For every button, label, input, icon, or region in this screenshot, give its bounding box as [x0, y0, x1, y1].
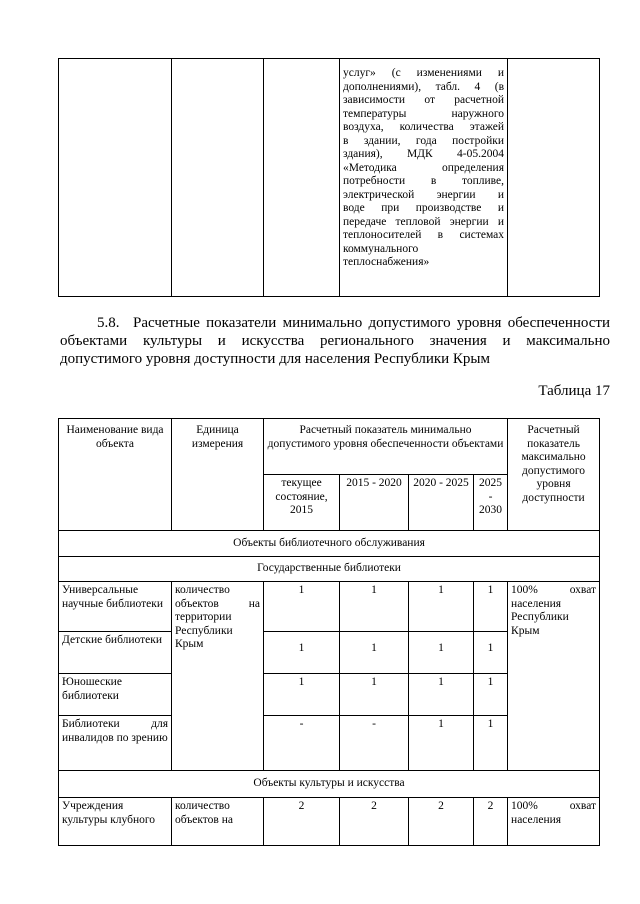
row-name: Детские библиотеки — [59, 632, 172, 674]
row-value: 1 — [409, 716, 474, 771]
cell-line: здания), МДК 4-05.2004 — [343, 148, 504, 160]
row-value: 2 — [474, 798, 508, 846]
header-period-2: 2020 - 2025 — [409, 475, 474, 531]
section-heading — [60, 314, 610, 368]
section-title: Расчетные показатели минимально допустимого уровня обеспеченности объектами культуры и искусства регионального значения и максимально допустимого уровня доступности для населения Республики Крым — [60, 315, 610, 367]
header-min-level: Расчетный показатель минимально допустимого уровня обеспеченности объектами — [264, 419, 508, 475]
top-cell-empty-3 — [264, 59, 340, 297]
row-name: Учреждения культуры клубного — [59, 798, 172, 846]
row-value: 1 — [474, 582, 508, 632]
row-value: 1 — [264, 674, 340, 716]
cell-line: температуры наружного — [343, 107, 504, 120]
cell-line: теплоснабжения» — [343, 256, 430, 268]
row-value: 1 — [409, 674, 474, 716]
top-cell-empty-2 — [172, 59, 264, 297]
row-value: 1 — [264, 632, 340, 674]
row-value: 1 — [409, 632, 474, 674]
cell-line: воздуха, количества этажей — [343, 121, 504, 133]
cell-line: коммунального — [343, 242, 419, 255]
table-row — [59, 582, 600, 632]
cell-line: дополнениями), табл. 4 (в — [343, 80, 504, 93]
row-value: 1 — [264, 582, 340, 632]
subsection-row-state: Государственные библиотеки — [59, 557, 600, 582]
row-value: - — [340, 716, 409, 771]
row-value: 1 — [474, 632, 508, 674]
row-value: 2 — [264, 798, 340, 846]
header-period-3: 2025 - 2030 — [474, 475, 508, 531]
row-value: 2 — [409, 798, 474, 846]
top-cell-empty-1 — [59, 59, 172, 297]
cell-line: «Методика определения — [343, 161, 504, 174]
row-name: Библиотеки для инвалидов по зрению — [59, 716, 172, 771]
row-value: - — [264, 716, 340, 771]
row-value: 1 — [340, 674, 409, 716]
row-value: 1 — [474, 716, 508, 771]
section-number: 5.8. — [97, 315, 120, 331]
cell-line: услуг» (с изменениями и — [343, 67, 504, 79]
header-name: Наименование вида объекта — [59, 419, 172, 531]
cell-line: в здании, года постройки — [343, 134, 504, 147]
row-value: 1 — [340, 582, 409, 632]
header-period-1: 2015 - 2020 — [340, 475, 409, 531]
row-name: Универсальные научные библиотеки — [59, 582, 172, 632]
row-unit: количество объектов на — [172, 798, 264, 846]
top-cell-empty-5 — [508, 59, 600, 297]
cell-line: потребности в топливе, — [343, 175, 504, 187]
section-row-culture: Объекты культуры и искусства — [59, 771, 600, 798]
row-value: 2 — [340, 798, 409, 846]
header-max-level: Расчетный показатель максимально допустимого уровня доступности — [508, 419, 600, 531]
section-row-library: Объекты библиотечного обслуживания — [59, 531, 600, 557]
cell-line: передаче тепловой энергии и — [343, 215, 504, 228]
row-value: 1 — [340, 632, 409, 674]
cell-line: теплоносителей в системах — [343, 229, 504, 241]
row-value: 1 — [409, 582, 474, 632]
cell-line: электрической энергии и — [343, 188, 504, 201]
table-caption: Таблица 17 — [538, 383, 610, 399]
library-access: 100% охват населения Республики Крым — [508, 582, 600, 771]
top-table-continuation — [58, 58, 600, 297]
table-17 — [58, 418, 600, 846]
header-unit: Единица измерения — [172, 419, 264, 531]
top-cell-text — [340, 59, 508, 297]
library-unit: количество объектов на территории Республики Крым — [172, 582, 264, 771]
cell-line: зависимости от расчетной — [343, 94, 504, 106]
table-row — [59, 798, 600, 846]
row-name: Юношеские библиотеки — [59, 674, 172, 716]
cell-line: воде при производстве и — [343, 202, 504, 214]
header-current: текущее состояние, 2015 — [264, 475, 340, 531]
row-value: 1 — [474, 674, 508, 716]
row-access: 100% охват населения — [508, 798, 600, 846]
